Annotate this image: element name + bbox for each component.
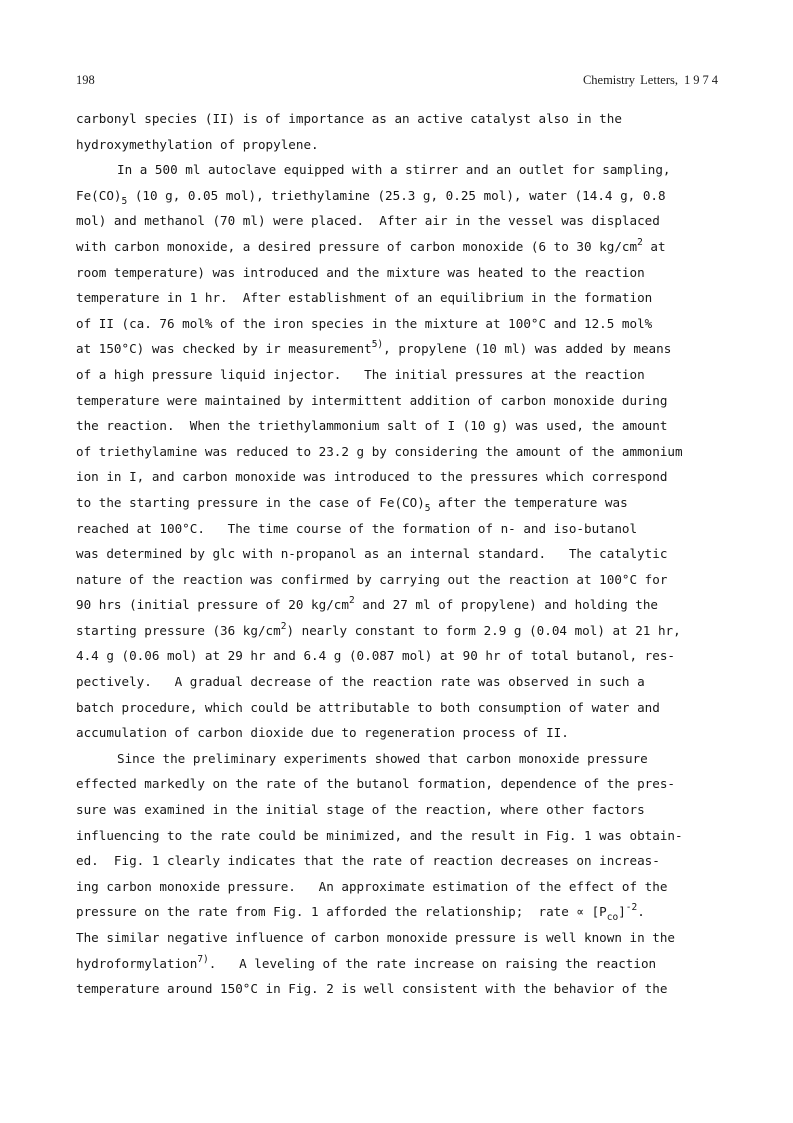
text-run: at 150°C) was checked by ir measurement: [76, 341, 372, 357]
journal-name: Chemistry Letters,: [582, 73, 678, 87]
text-run: of triethylamine was reduced to 23.2 g by considering the amount of the ammonium: [76, 443, 683, 459]
text-run: hydroxymethylation of propylene.: [76, 136, 319, 152]
text-line: [76, 490, 726, 516]
text-line: [76, 874, 726, 900]
text-line: [76, 464, 726, 490]
text-line: [76, 695, 726, 721]
text-run: .: [637, 904, 645, 920]
text-run: Fe(CO): [76, 187, 122, 203]
text-run: pressure on the rate from Fig. 1 afforded the relationship; rate ∝ [P: [76, 904, 607, 920]
superscript: 7): [197, 953, 209, 965]
text-run: batch procedure, which could be attributable to both consumption of water and: [76, 699, 660, 715]
text-run: ing carbon monoxide pressure. An approximate estimation of the effect of the: [76, 878, 668, 894]
text-run: Since the preliminary experiments showed that carbon monoxide pressure: [117, 750, 648, 766]
text-line: [76, 541, 726, 567]
text-run: at: [642, 238, 666, 254]
text-run: reached at 100°C. The time course of the formation of n- and iso-butanol: [76, 520, 638, 536]
text-line: [76, 132, 726, 158]
text-run: mol) and methanol (70 ml) were placed. After air in the vessel was displaced: [76, 213, 660, 229]
text-run: hydroformylation: [76, 955, 198, 971]
text-run: temperature were maintained by intermittent addition of carbon monoxide during: [76, 392, 668, 408]
text-line: [76, 925, 726, 951]
subscript: 5: [121, 195, 128, 207]
text-line: [76, 157, 726, 183]
text-line: [76, 208, 726, 234]
text-run: influencing to the rate could be minimized, and the result in Fig. 1 was obtain-: [76, 827, 683, 843]
text-run: with carbon monoxide, a desired pressure of carbon monoxide (6 to 30 kg/cm: [76, 238, 638, 254]
text-line: [76, 106, 726, 132]
text-line: [76, 567, 726, 593]
running-header: [76, 73, 721, 89]
text-line: [76, 336, 726, 362]
text-run: accumulation of carbon dioxide due to regeneration process of II.: [76, 725, 569, 741]
text-run: after the temperature was: [430, 494, 628, 510]
text-run: ) nearly constant to form 2.9 g (0.04 mol) at 21 hr,: [286, 622, 681, 638]
text-line: [76, 797, 726, 823]
text-line: [76, 260, 726, 286]
subscript: 5: [424, 502, 431, 514]
superscript: 2: [280, 620, 287, 632]
text-run: The similar negative influence of carbon monoxide pressure is well known in the: [76, 930, 675, 945]
text-run: ed. Fig. 1 clearly indicates that the rate of reaction decreases on increas-: [76, 853, 660, 869]
journal-year: 1974: [684, 73, 721, 87]
text-run: was determined by glc with n-propanol as an internal standard. The catalytic: [76, 546, 668, 562]
text-line: [76, 618, 726, 644]
text-run: of a high pressure liquid injector. The initial pressures at the reaction: [76, 366, 645, 382]
superscript: 2: [637, 236, 643, 248]
text-run: 4.4 g (0.06 mol) at 29 hr and 6.4 g (0.087 mol) at 90 hr of total butanol, res-: [76, 648, 675, 664]
text-line: [76, 720, 726, 746]
text-line: [76, 899, 726, 925]
text-run: nature of the reaction was confirmed by carrying out the reaction at 100°C for: [76, 571, 668, 587]
text-run: the reaction. When the triethylammonium salt of I (10 g) was used, the amount: [76, 418, 668, 434]
journal-citation: [583, 73, 721, 88]
text-line: [76, 311, 726, 337]
text-line: [76, 848, 726, 874]
text-line: [76, 746, 726, 772]
text-run: ion in I, and carbon monoxide was introduced to the pressures which correspond: [76, 469, 668, 485]
text-run: , propylene (10 ml) was added by means: [383, 341, 672, 357]
text-run: . A leveling of the rate increase on raising the reaction: [208, 955, 657, 971]
text-run: (10 g, 0.05 mol), triethylamine (25.3 g, 0.25 mol), water (14.4 g, 0.8: [127, 187, 666, 203]
text-run: and 27 ml of propylene) and holding the: [354, 597, 658, 613]
page-number: 198: [76, 73, 95, 87]
text-run: room temperature) was introduced and the mixture was heated to the reaction: [76, 264, 645, 280]
text-run: carbonyl species (II) is of importance as an active catalyst also in the: [76, 111, 622, 126]
text-line: [76, 413, 726, 439]
text-line: [76, 362, 726, 388]
text-line: [76, 976, 726, 1002]
body-text: [76, 106, 726, 1002]
text-run: temperature in 1 hr. After establishment of an equilibrium in the formation: [76, 290, 653, 306]
text-line: [76, 823, 726, 849]
superscript: 2: [348, 595, 355, 607]
text-run: pectively. A gradual decrease of the reaction rate was observed in such a: [76, 674, 645, 690]
text-run: temperature around 150°C in Fig. 2 is well consistent with the behavior of the: [76, 981, 668, 997]
text-line: [76, 643, 726, 669]
text-run: to the starting pressure in the case of Fe(CO): [76, 494, 425, 510]
text-run: 90 hrs (initial pressure of 20 kg/cm: [76, 597, 349, 613]
text-line: [76, 592, 726, 618]
text-line: [76, 439, 726, 465]
text-line: [76, 951, 726, 977]
text-line: [76, 516, 726, 542]
text-line: [76, 285, 726, 311]
text-line: [76, 234, 726, 260]
superscript: 5): [371, 339, 384, 351]
text-run: effected markedly on the rate of the butanol formation, dependence of the pres-: [76, 776, 675, 792]
text-line: [76, 388, 726, 414]
text-line: [76, 771, 726, 797]
text-line: [76, 669, 726, 695]
text-run: In a 500 ml autoclave equipped with a stirrer and an outlet for sampling,: [117, 162, 671, 178]
superscript: -2: [625, 902, 638, 914]
text-run: of II (ca. 76 mol% of the iron species in the mixture at 100°C and 12.5 mol%: [76, 315, 653, 331]
text-run: sure was examined in the initial stage of the reaction, where other factors: [76, 802, 645, 818]
text-run: ]: [618, 904, 626, 920]
subscript: co: [606, 912, 619, 924]
text-line: [76, 183, 726, 209]
text-run: starting pressure (36 kg/cm: [76, 622, 281, 638]
